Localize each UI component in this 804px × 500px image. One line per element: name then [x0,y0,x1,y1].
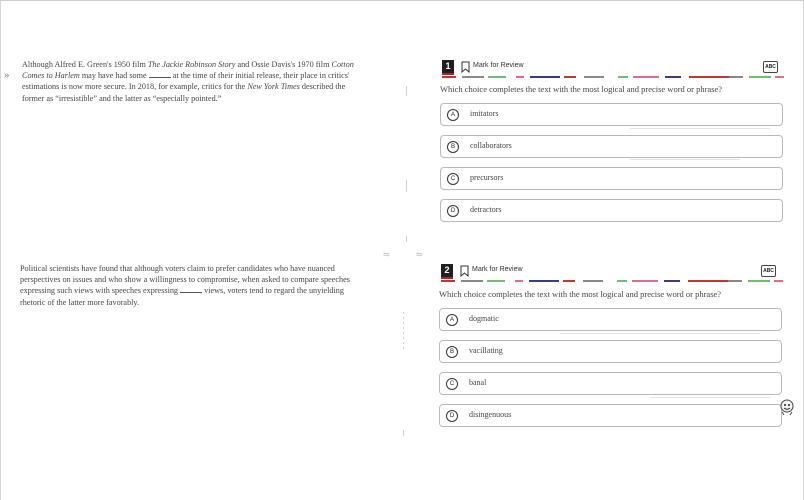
rule-segment [564,76,576,78]
rule-segment [530,76,560,78]
rule-segment [563,280,575,282]
rule-segment [748,280,770,282]
resize-handle-icon[interactable]: ⇋ [416,250,423,259]
choice-letter-d: D [447,205,459,217]
rule-segment [442,76,456,78]
rule-segment [618,76,628,78]
choice-letter-a: A [447,109,459,121]
avatar-helper-icon[interactable] [778,398,796,416]
passage-text-segment: Although Alfred E. Green's 1950 film [22,60,148,69]
passage-text-segment: Political scientists have found that although voters claim to prefer candidates who have nuanced perspectives on issues and who show a willingness to compromise, when asked to compare speeches expressing such views with speeches expressing [20,264,350,296]
answer-blank [180,285,202,293]
passage-text-segment: views, voters tend to regard the unyielding rhetoric of the latter more favorably. [20,286,344,307]
choice-2a[interactable] [439,308,782,331]
column-divider [403,312,404,352]
choice-text: collaborators [470,141,512,150]
answer-blank [149,70,171,78]
mark-for-review-button[interactable]: Mark for Review [472,266,523,273]
choice-letter-d: D [446,410,458,422]
faint-rule [650,397,770,398]
rule-segment [584,76,604,78]
rule-segment [665,76,681,78]
abc-strikethrough-icon[interactable]: ABC [763,61,778,73]
double-chevron-right-icon[interactable]: » [4,69,10,81]
mark-for-review-button[interactable]: Mark for Review [473,62,524,69]
question-1-header [442,60,782,76]
choice-text: imitators [470,109,499,118]
passage-text-segment: may have had some [79,71,149,81]
rule-segment [488,76,506,78]
question-number-underline [442,73,454,75]
rule-segment [617,280,627,282]
choice-1b[interactable] [440,135,783,158]
faint-rule [630,159,740,160]
question-number-underline [441,277,453,279]
rule-segment [729,76,743,78]
choice-1a[interactable] [440,103,783,126]
bookmark-icon[interactable] [460,265,469,277]
choice-1c[interactable] [440,167,783,190]
italic-title: The Jackie Robinson Story [147,60,236,69]
question-number: 2 [441,264,453,277]
choice-text: banal [469,378,487,387]
rule-segment [487,280,505,282]
rule-segment [516,76,524,78]
choice-text: detractors [470,205,502,214]
rule-segment [462,76,484,78]
rule-segment [633,76,659,78]
column-divider [406,86,407,96]
rule-segment [461,280,483,282]
choice-letter-b: B [446,346,458,358]
question-2-header-rule [441,280,783,282]
question-1-header-rule [442,76,784,78]
bookmark-icon[interactable] [461,61,470,73]
passage-2-text [20,263,365,308]
rule-segment [775,76,784,78]
passage-text-segment: at the time of their initial release, their place in critics' estimations is now more secure. In 2018, for example, critics for the [22,71,350,92]
italic-title: New York Times [247,82,300,92]
rule-segment [728,280,742,282]
choice-2c[interactable] [439,372,782,395]
column-divider [403,430,404,436]
italic-title: Cotton Comes to Harlem [22,60,354,81]
choice-text: disingenuous [469,410,512,419]
rule-segment [749,76,771,78]
choice-letter-a: A [446,314,458,326]
passage-text-segment: described the former as “irresistible” and the latter as “especially pointed.” [22,82,346,103]
choice-1d[interactable] [440,199,783,222]
choice-letter-c: C [447,173,459,185]
rule-segment [689,76,729,78]
column-divider [406,236,407,242]
abc-strikethrough-icon[interactable]: ABC [761,265,776,277]
question-2-header [441,264,781,280]
passage-text-segment: and Ossie Davis's 1970 film [235,60,332,69]
faint-rule [560,333,760,334]
rule-segment [441,280,455,282]
choice-2d[interactable] [439,404,782,427]
choice-text: precursors [470,173,504,182]
choice-letter-c: C [446,378,458,390]
column-divider [406,180,407,192]
choice-2b[interactable] [439,340,782,363]
window-left-border [0,0,1,500]
window-top-border [0,0,804,1]
question-1-stem: Which choice completes the text with the most logical and precise word or phrase? [440,84,723,94]
rule-segment [583,280,603,282]
choice-text: vacillating [469,346,503,355]
resize-handle-icon[interactable]: ⇋ [383,250,390,259]
question-number: 1 [442,60,454,73]
rule-segment [664,280,680,282]
choice-text: dogmatic [469,314,499,323]
rule-segment [774,280,783,282]
rule-segment [529,280,559,282]
rule-segment [688,280,728,282]
rule-segment [515,280,523,282]
question-2-stem: Which choice completes the text with the most logical and precise word or phrase? [439,289,722,299]
passage-1-text [22,59,367,104]
choice-letter-b: B [447,141,459,153]
rule-segment [632,280,658,282]
faint-rule [630,128,770,129]
